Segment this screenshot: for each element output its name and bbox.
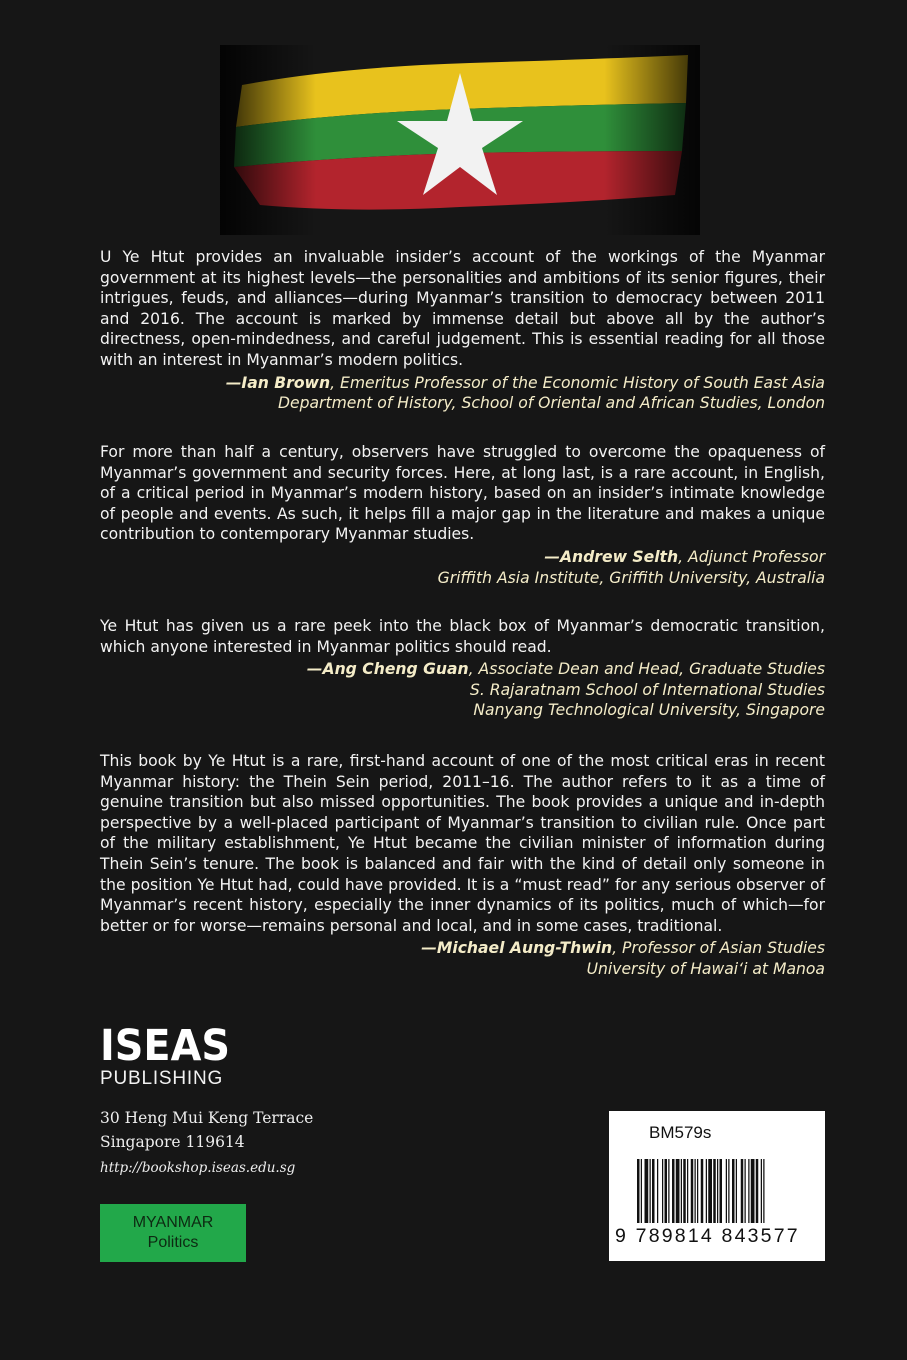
review-attribution — [100, 373, 825, 414]
barcode-bar — [736, 1159, 737, 1223]
reviewer-name: —Ian Brown — [225, 373, 331, 392]
reviewer-affiliation: Griffith Asia Institute, Griffith University, Australia — [437, 568, 825, 587]
barcode-bar — [720, 1159, 723, 1223]
reviewer-title: , Adjunct Professor — [678, 547, 825, 566]
review-text: This book by Ye Htut is a rare, first-hand account of one of the most critical eras in recent Myanmar history: the Thein Sein period, 2011–16. The author refers to it as a time of genuine transition but also missed opportunities. The book provides a unique and in-depth perspective by a well-placed participant of Myanmar’s transition to civilian rule. Once part of the military establishment, Ye Htut became the civilian minister of information during Thein Sein’s tenure. The book is balanced and fair with the kind of detail only someone in the position Ye Htut had, could have provided. It is a “must read” for any serious observer of Myanmar’s recent history, especially the inner dynamics of its politics, much of which—for better or for worse—remains personal and local, and in some cases, traditional. — [100, 752, 825, 935]
barcode-bar — [681, 1159, 682, 1223]
barcode-bar — [662, 1159, 663, 1223]
barcode-bar — [713, 1159, 716, 1223]
barcode-bar — [726, 1159, 727, 1223]
reviewer-affiliation: University of Hawai‘i at Manoa — [586, 959, 825, 978]
barcode-bar — [745, 1159, 746, 1223]
barcode-bar — [708, 1159, 712, 1223]
myanmar-flag-brush-art — [220, 45, 700, 235]
barcode-bar — [761, 1159, 762, 1223]
barcode-bar — [706, 1159, 707, 1223]
barcode-code: BM579s — [649, 1123, 712, 1142]
review-text: For more than half a century, observers have struggled to overcome the opaqueness of Myanmar’s government and security forces. Here, at long last, is a rare account, in English, of a critical period in Myanmar’s modern history, based on an insider’s intimate knowledge of people and events. As such, it helps fill a major gap in the literature and makes a unique contribution to contemporary Myanmar studies. — [100, 443, 825, 544]
iseas-logo — [100, 1022, 232, 1064]
barcode-box — [609, 1111, 825, 1261]
barcode-bar — [701, 1159, 704, 1223]
barcode-bar — [756, 1159, 759, 1223]
address-line: 30 Heng Mui Keng Terrace — [100, 1109, 314, 1127]
reviewer-name: —Michael Aung-Thwin — [421, 939, 613, 958]
barcode-bar — [751, 1159, 755, 1223]
reviewer-affiliation: Department of History, School of Oriental and African Studies, London — [277, 394, 825, 413]
barcode-bar — [641, 1159, 642, 1223]
reviewer-title: , Associate Dean and Head, Graduate Studies — [468, 660, 825, 679]
review-blurb — [100, 751, 825, 980]
publishing-label: PUBLISHING — [100, 1068, 224, 1089]
barcode-bar — [695, 1159, 696, 1223]
barcode-bar — [717, 1159, 718, 1223]
address-line: Singapore 119614 — [100, 1133, 245, 1151]
barcode-bar — [650, 1159, 651, 1223]
reviewer-affiliation: Nanyang Technological University, Singapore — [473, 701, 825, 720]
barcode-bar — [741, 1159, 744, 1223]
barcode-bar — [748, 1159, 749, 1223]
barcode-bar — [691, 1159, 694, 1223]
logo-text: ISEAS — [100, 1022, 230, 1064]
category-line: MYANMAR — [132, 1214, 214, 1231]
reviewer-title: , Emeritus Professor of the Economic History of South East Asia — [330, 373, 825, 392]
barcode-bars — [637, 1159, 813, 1223]
isbn-number: 9 789814 843577 — [615, 1225, 800, 1247]
category-line: Politics — [147, 1234, 199, 1251]
barcode-bar — [652, 1159, 655, 1223]
review-blurb — [100, 442, 825, 588]
review-text: Ye Htut has given us a rare peek into the black box of Myanmar’s democratic transition, which anyone interested in Myanmar politics should read. — [100, 617, 825, 656]
review-attribution — [100, 659, 825, 721]
barcode-bar — [732, 1159, 735, 1223]
barcode-bar — [683, 1159, 686, 1223]
barcode-bar — [676, 1159, 680, 1223]
review-blurb — [100, 247, 825, 414]
review-attribution — [100, 938, 825, 979]
barcode-bar — [763, 1159, 764, 1223]
barcode-bar — [672, 1159, 675, 1223]
reviewer-name: —Ang Cheng Guan — [306, 660, 469, 679]
review-blurb — [100, 616, 825, 721]
barcode-bar — [665, 1159, 668, 1223]
reviewer-affiliation: S. Rajaratnam School of International Studies — [469, 680, 825, 699]
barcode-bar — [657, 1159, 658, 1223]
barcode-bar — [697, 1159, 698, 1223]
review-text: U Ye Htut provides an invaluable insider’s account of the workings of the Myanmar government at its highest levels—the personalities and ambitions of its senior figures, their intrigues, feuds, and alliances—during Myanmar’s transition to democracy between 2011 and 2016. The account is marked by immense detail but above all by the author’s directness, open-mindedness, and careful judgement. This is essential reading for all those with an interest in Myanmar’s modern politics. — [100, 248, 825, 369]
review-attribution — [100, 547, 825, 588]
reviewer-title: , Professor of Asian Studies — [612, 939, 825, 958]
publisher-address — [100, 1106, 313, 1154]
barcode-bar — [645, 1159, 649, 1223]
barcode-bar — [637, 1159, 640, 1223]
barcode-bar — [687, 1159, 688, 1223]
reviewer-name: —Andrew Selth — [544, 547, 679, 566]
barcode-bar — [728, 1159, 729, 1223]
category-badge — [100, 1204, 246, 1262]
publisher-url[interactable]: http://bookshop.iseas.edu.sg — [100, 1160, 296, 1176]
barcode-bar — [668, 1159, 669, 1223]
